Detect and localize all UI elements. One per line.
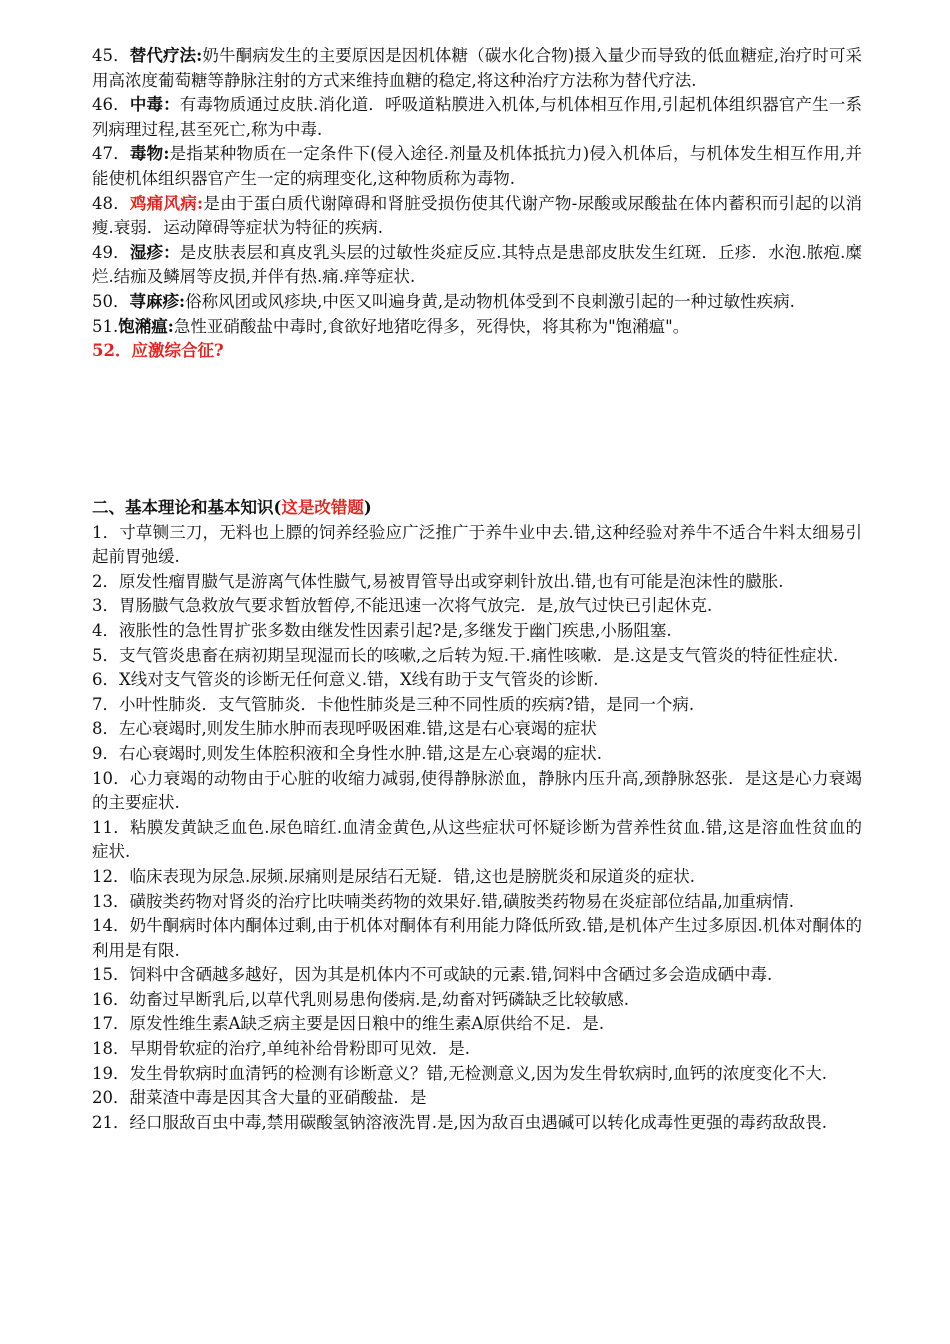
definition-48: 48．鸡痛风病:是由于蛋白质代谢障碍和肾脏受损伤使其代谢产物-尿酸或尿酸盐在体内蓄积而引起的以消瘦.衰弱．运动障碍等症状为特征的疾病. [92, 193, 863, 238]
definitions-list [92, 44, 862, 364]
list-item: 13．磺胺类药物对肾炎的治疗比呋喃类药物的效果好.错,磺胺类药物易在炎症部位结晶,加重病情. [92, 891, 794, 911]
list-item: 8．左心衰竭时,则发生肺水肿而表现呼吸困难.错,这是右心衰竭的症状 [92, 719, 597, 739]
definition-46: 46．中毒：有毒物质通过皮肤.消化道．呼吸道粘膜进入机体,与机体相互作用,引起机体组织器官产生一系列病理过程,甚至死亡,称为中毒. [92, 95, 862, 139]
list-item: 18．早期骨软症的治疗,单纯补给骨粉即可见效．是. [92, 1039, 470, 1059]
list-item: 10．心力衰竭的动物由于心脏的收缩力减弱,使得静脉淤血，静脉内压升高,颈静脉怒张．是这是心力衰竭的主要症状. [92, 768, 862, 813]
list-item: 5．支气管炎患畜在病初期呈现湿而长的咳嗽,之后转为短.干.痛性咳嗽．是.这是支气管炎的特征性症状. [92, 645, 839, 665]
definition-45: 45．替代疗法:奶牛酮病发生的主要原因是因机体糖（碳水化合物)摄入量少而导致的低血糖症,治疗时可采用高浓度葡萄糖等静脉注射的方式来维持血糖的稳定,将这种治疗方法称为替代疗法. [92, 46, 863, 90]
list-item: 11．粘膜发黄缺乏血色.尿色暗红.血清金黄色,从这些症状可怀疑诊断为营养性贫血.错,这是溶血性贫血的症状. [92, 817, 862, 862]
definition-52: 52．应激综合征? [92, 341, 224, 361]
list-item: 21．经口服敌百虫中毒,禁用碳酸氢钠溶液洗胃.是,因为敌百虫遇碱可以转化成毒性更强的毒药敌敌畏. [92, 1112, 827, 1132]
definition-49: 49．湿疹：是皮肤表层和真皮乳头层的过敏性炎症反应.其特点是患部皮肤发生红斑．丘疹．水泡.脓疱.糜烂.结痂及鳞屑等皮损,并伴有热.痛.痒等症状. [92, 242, 862, 287]
list-item: 20．甜菜渣中毒是因其含大量的亚硝酸盐．是 [92, 1088, 427, 1108]
list-item: 15．饲料中含硒越多越好，因为其是机体内不可或缺的元素.错,饲料中含硒过多会造成硒中毒. [92, 965, 773, 985]
list-item: 2．原发性瘤胃臌气是游离气体性臌气,易被胃管导出或穿刺针放出.错,也有可能是泡沫性的臌胀. [92, 571, 784, 591]
list-item: 7．小叶性肺炎．支气管肺炎．卡他性肺炎是三种不同性质的疾病?错，是同一个病. [92, 694, 695, 714]
list-item: 19．发生骨软病时血清钙的检测有诊断意义？错,无检测意义,因为发生骨软病时,血钙的浓度变化不大. [92, 1063, 827, 1083]
section-title: 二、基本理论和基本知识(这是改错题) [92, 498, 372, 517]
list-item: 14．奶牛酮病时体内酮体过剩,由于机体对酮体有利用能力降低所致.错,是机体产生过多原因.机体对酮体的利用是有限. [92, 916, 862, 960]
list-item: 16．幼畜过早断乳后,以草代乳则易患佝偻病.是,幼畜对钙磷缺乏比较敏感. [92, 989, 629, 1009]
definition-51: 51.饱潲瘟:急性亚硝酸盐中毒时,食欲好地猪吃得多，死得快，将其称为"饱潲瘟"。 [92, 316, 690, 336]
section-basic-theory [92, 496, 862, 1135]
list-item: 9．右心衰竭时,则发生体腔积液和全身性水肿.错,这是左心衰竭的症状. [92, 743, 602, 763]
definition-47: 47．毒物:是指某种物质在一定条件下(侵入途径.剂量及机体抵抗力)侵入机体后，与机体发生相互作用,并能使机体组织器官产生一定的病理变化,这种物质称为毒物. [92, 144, 862, 188]
list-item: 1．寸草铡三刀，无料也上膘的饲养经验应广泛推广于养牛业中去.错,这种经验对养牛不适合牛料太细易引起前胃弛缓. [92, 522, 862, 567]
list-item: 3．胃肠臌气急救放气要求暂放暂停,不能迅速一次将气放完．是,放气过快已引起休克. [92, 596, 713, 616]
list-item: 17．原发性维生素A缺乏病主要是因日粮中的维生素A原供给不足．是. [92, 1014, 605, 1034]
list-item: 12．临床表现为尿急.尿频.尿痛则是尿结石无疑．错,这也是膀胱炎和尿道炎的症状. [92, 866, 695, 886]
section-note: 这是改错题 [281, 498, 364, 517]
definition-50: 50．荨麻疹:俗称风团或风疹块,中医又叫遍身黄,是动物机体受到不良刺激引起的一种过敏性疾病. [92, 291, 795, 311]
list-item: 6．X线对支气管炎的诊断无任何意义.错，X线有助于支气管炎的诊断. [92, 670, 599, 690]
list-item: 4．液胀性的急性胃扩张多数由继发性因素引起?是,多继发于幽门疾患,小肠阻塞. [92, 620, 672, 640]
